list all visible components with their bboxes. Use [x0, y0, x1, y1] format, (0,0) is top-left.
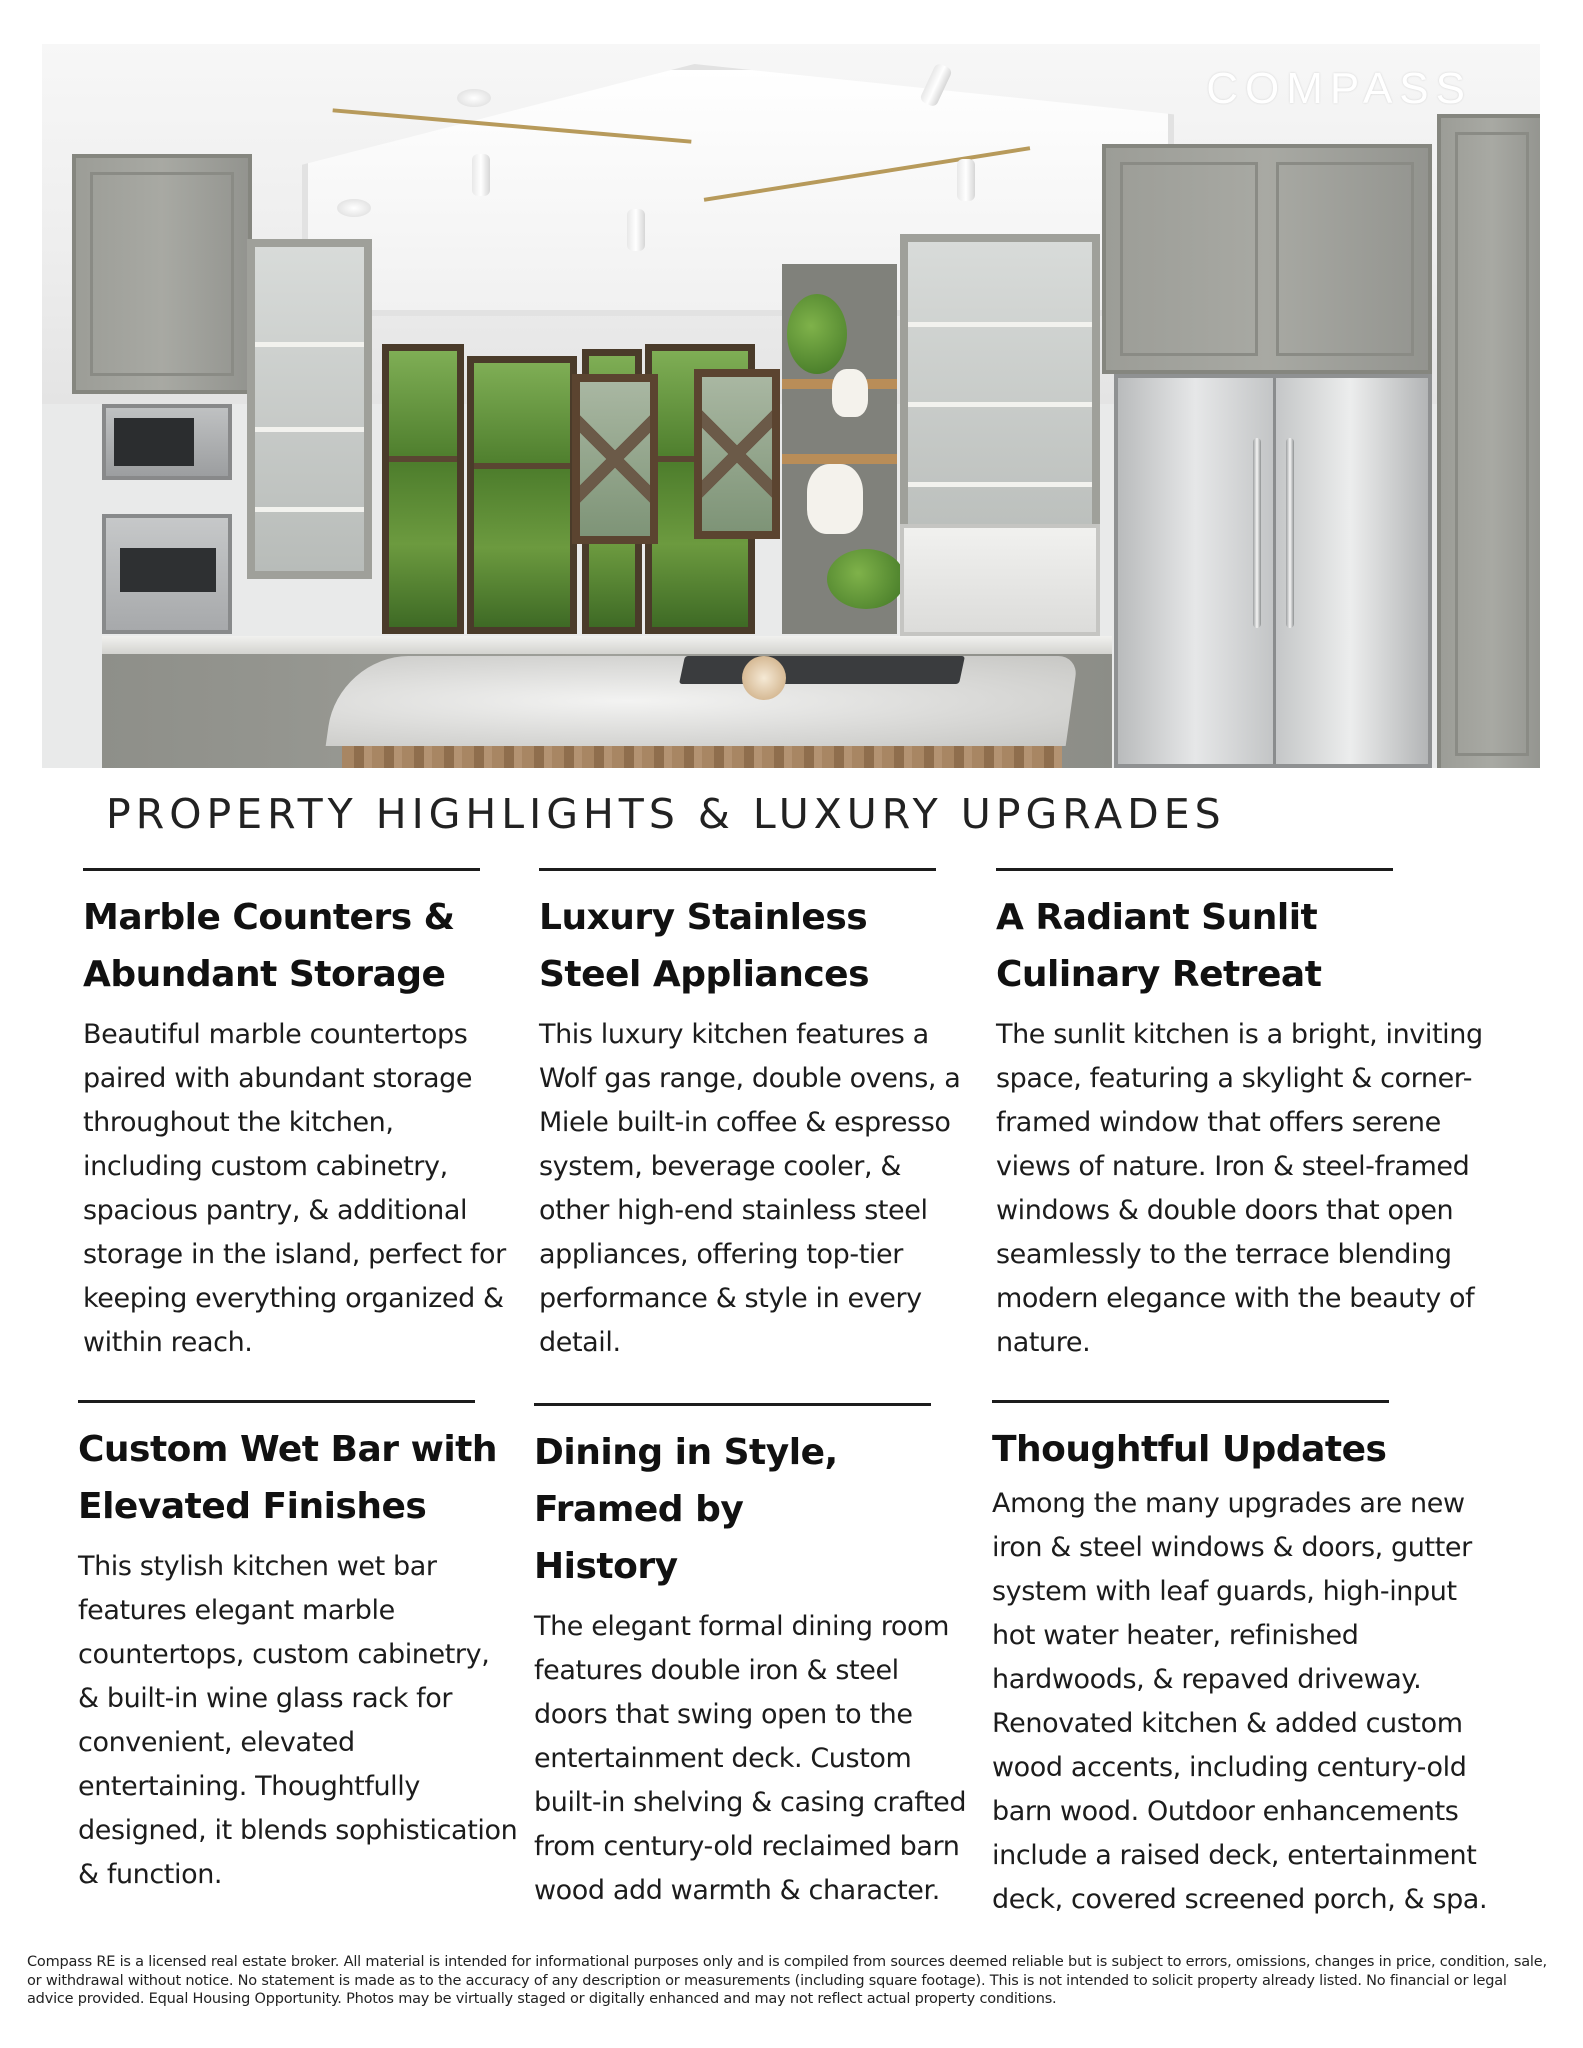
page-title: PROPERTY HIGHLIGHTS & LUXURY UPGRADES	[106, 790, 1226, 838]
section-body: This luxury kitchen features a Wolf gas range, double ovens, a Miele built-in coffee & espresso system, beverage cooler, & other high-end stainless steel appliances, offering top-tier performance & style in every detail.	[539, 1019, 961, 1358]
section-rule	[992, 1400, 1389, 1403]
microwave	[102, 404, 232, 480]
section-heading: Custom Wet Bar with Elevated Finishes	[78, 1429, 498, 1527]
section-rule	[539, 868, 936, 871]
candle	[742, 656, 786, 700]
section-rule	[996, 868, 1393, 871]
pendant-light	[957, 159, 975, 201]
section-body: The sunlit kitchen is a bright, inviting space, featuring a skylight & corner-framed window that offers serene views of nature. Iron & steel-framed windows & double doors that open seamlessly to the terrace blending modern elegance with the beauty of nature.	[996, 1019, 1483, 1358]
appliance-garage	[900, 524, 1100, 636]
stained-glass-window	[572, 374, 658, 544]
section-heading: Marble Counters & Abundant Storage	[83, 897, 455, 995]
glass-cabinet	[247, 239, 372, 579]
section-body: Among the many upgrades are new iron & steel windows & doors, gutter system with leaf guards, high-input hot water heater, refinished hardwoods, & repaved driveway. Renovated kitchen & added custom wood accents, including century-old barn wood. Outdoor enhancements include a raised deck, entertainment deck, covered screened porch, & spa.	[992, 1488, 1488, 1915]
gas-cooktop	[679, 656, 965, 684]
back-counter	[102, 636, 1112, 654]
pendant-light	[472, 154, 490, 196]
tall-cabinet	[1437, 114, 1540, 768]
highlight-marble-counters	[83, 868, 507, 1365]
window	[382, 344, 464, 634]
ceiling-light	[337, 199, 371, 217]
highlight-dining	[534, 1403, 972, 1913]
highlight-stainless-appliances	[539, 868, 963, 1365]
highlight-sunlit-retreat	[996, 868, 1526, 1365]
upper-cabinet	[1102, 144, 1432, 374]
section-body: Beautiful marble countertops paired with abundant storage throughout the kitchen, including custom cabinetry, spacious pantry, & additional storage in the island, perfect for keeping everything organized & within reach.	[83, 1019, 506, 1358]
vase	[832, 369, 868, 417]
kitchen-photo	[42, 44, 1540, 768]
glass-cabinet	[900, 234, 1100, 574]
section-heading: A Radiant Sunlit Culinary Retreat	[996, 897, 1322, 995]
section-rule	[78, 1400, 475, 1403]
ceiling-light	[457, 89, 491, 107]
refrigerator	[1114, 374, 1432, 768]
pendant-light	[627, 209, 645, 251]
vase	[807, 464, 863, 534]
plant	[827, 549, 905, 609]
section-heading: Dining in Style, Framed by History	[534, 1432, 838, 1587]
legal-disclaimer: Compass RE is a licensed real estate broker. All material is intended for informational purposes only and is compiled from sources deemed reliable but is subject to errors, omissions, changes in price, condition, sale, or withdrawal without notice. No statement is made as to the accuracy of any description or measurements (including square footage). This is not intended to solicit property already listed. No financial or legal advice provided. Equal Housing Opportunity. Photos may be virtually staged or digitally enhanced and may not reflect actual property conditions.	[27, 1954, 1547, 2007]
section-heading: Thoughtful Updates	[992, 1429, 1387, 1470]
highlight-wet-bar	[78, 1400, 518, 1897]
section-rule	[534, 1403, 931, 1406]
stained-glass-window	[694, 369, 780, 539]
window	[467, 356, 577, 634]
upper-cabinet	[72, 154, 252, 394]
section-rule	[83, 868, 480, 871]
section-body: This stylish kitchen wet bar features elegant marble countertops, custom cabinetry, & built-in wine glass rack for convenient, elevated entertaining. Thoughtfully designed, it blends sophistication & function.	[78, 1551, 518, 1890]
section-heading: Luxury Stainless Steel Appliances	[539, 897, 870, 995]
compass-logo: COMPASS	[1206, 64, 1472, 113]
coffee-system	[102, 514, 232, 634]
section-body: The elegant formal dining room features double iron & steel doors that swing open to the entertainment deck. Custom built-in shelving & casing crafted from century-old reclaimed barn wood add warmth & character.	[534, 1611, 967, 1906]
highlight-thoughtful-updates	[992, 1400, 1512, 1922]
plant	[787, 294, 847, 374]
